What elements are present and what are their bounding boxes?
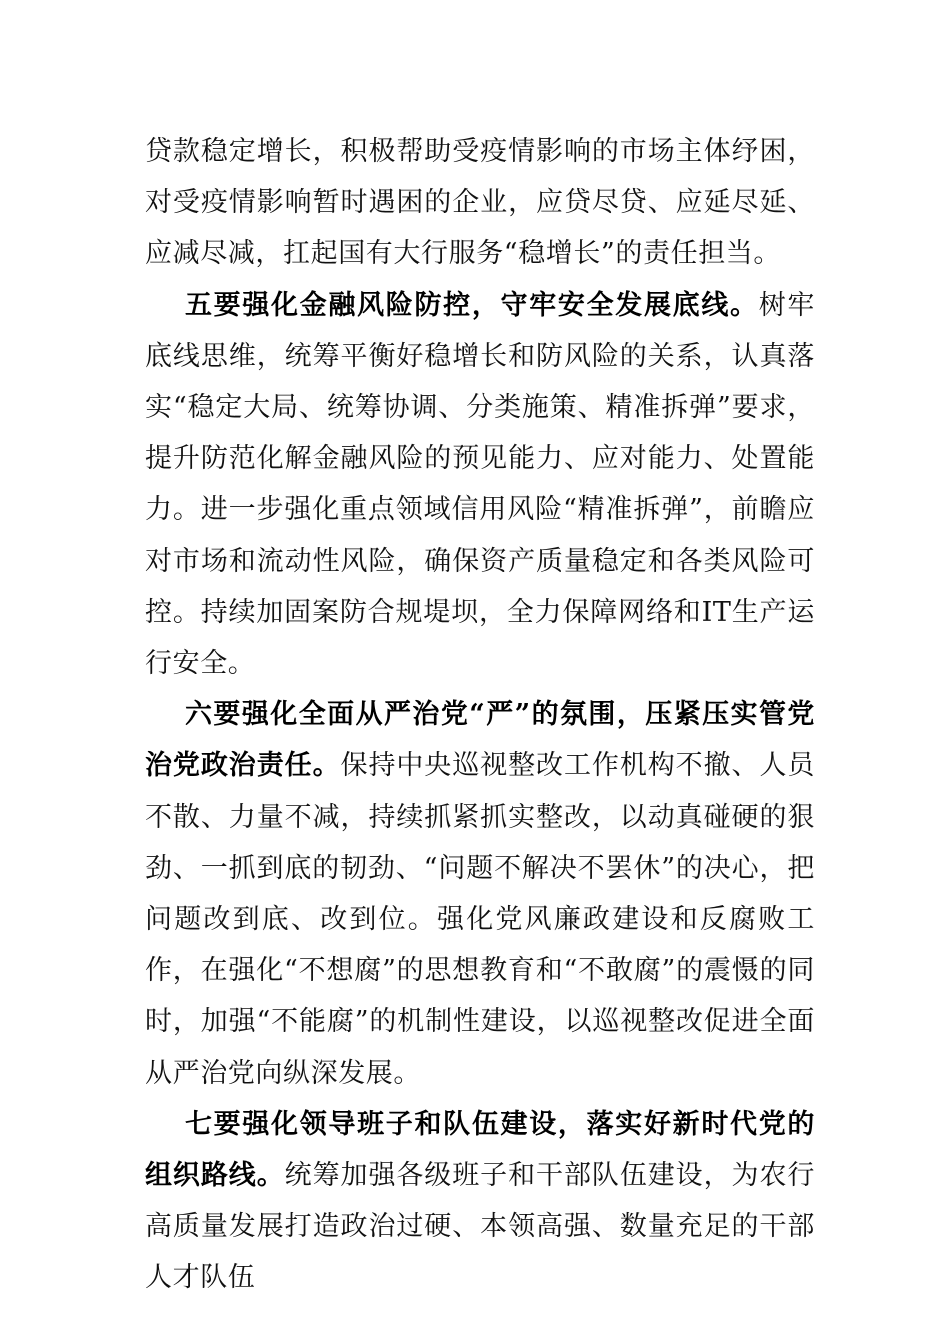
paragraph-text: 保持中央巡视整改工作机构不撤、人员不散、力量不减，持续抓紧抓实整改，以动真碰硬的狠劲、一抓到底的韧劲、“问题不解决不罢休”的决心，把问题改到底、改到位。强化党风廉政建设和反腐败工作，在强化“不想腐”的思想教育和“不敢腐”的震慑的同时，加强“不能腐”的机制性建设，以巡视整改促进全面从严治党向纵深发展。 [145, 750, 815, 1089]
document-body [145, 126, 815, 1304]
paragraph-text: 统筹加强各级班子和干部队伍建设，为农行高质量发展打造政治过硬、本领高强、数量充足的干部人才队伍 [145, 1160, 815, 1294]
paragraph-lead: 六要强化全面从严治党“严”的氛围，压紧压实管党治党政治责任。 [145, 699, 815, 782]
paragraph-text: 贷款稳定增长，积极帮助受疫情影响的市场主体纾困，对受疫情影响暂时遇困的企业，应贷尽贷、应延尽延、应减尽减，扛起国有大行服务“稳增长”的责任担当。 [145, 136, 815, 270]
paragraph-lead: 五要强化金融风险防控，守牢安全发展底线。 [185, 289, 759, 321]
paragraph-seven [145, 1099, 815, 1304]
paragraph-continuation [145, 126, 815, 280]
paragraph-six [145, 689, 815, 1099]
paragraph-five [145, 280, 815, 690]
paragraph-lead: 七要强化领导班子和队伍建设，落实好新时代党的组织路线。 [145, 1108, 815, 1192]
paragraph-text: 树牢底线思维，统筹平衡好稳增长和防风险的关系，认真落实“稳定大局、统筹协调、分类施策、精准拆弹”要求，提升防范化解金融风险的预见能力、应对能力、处置能力。进一步强化重点领域信用风险“精准拆弹”，前瞻应对市场和流动性风险，确保资产质量稳定和各类风险可控。持续加固案防合规堤坝，全力保障网络和IT生产运行安全。 [145, 289, 816, 680]
